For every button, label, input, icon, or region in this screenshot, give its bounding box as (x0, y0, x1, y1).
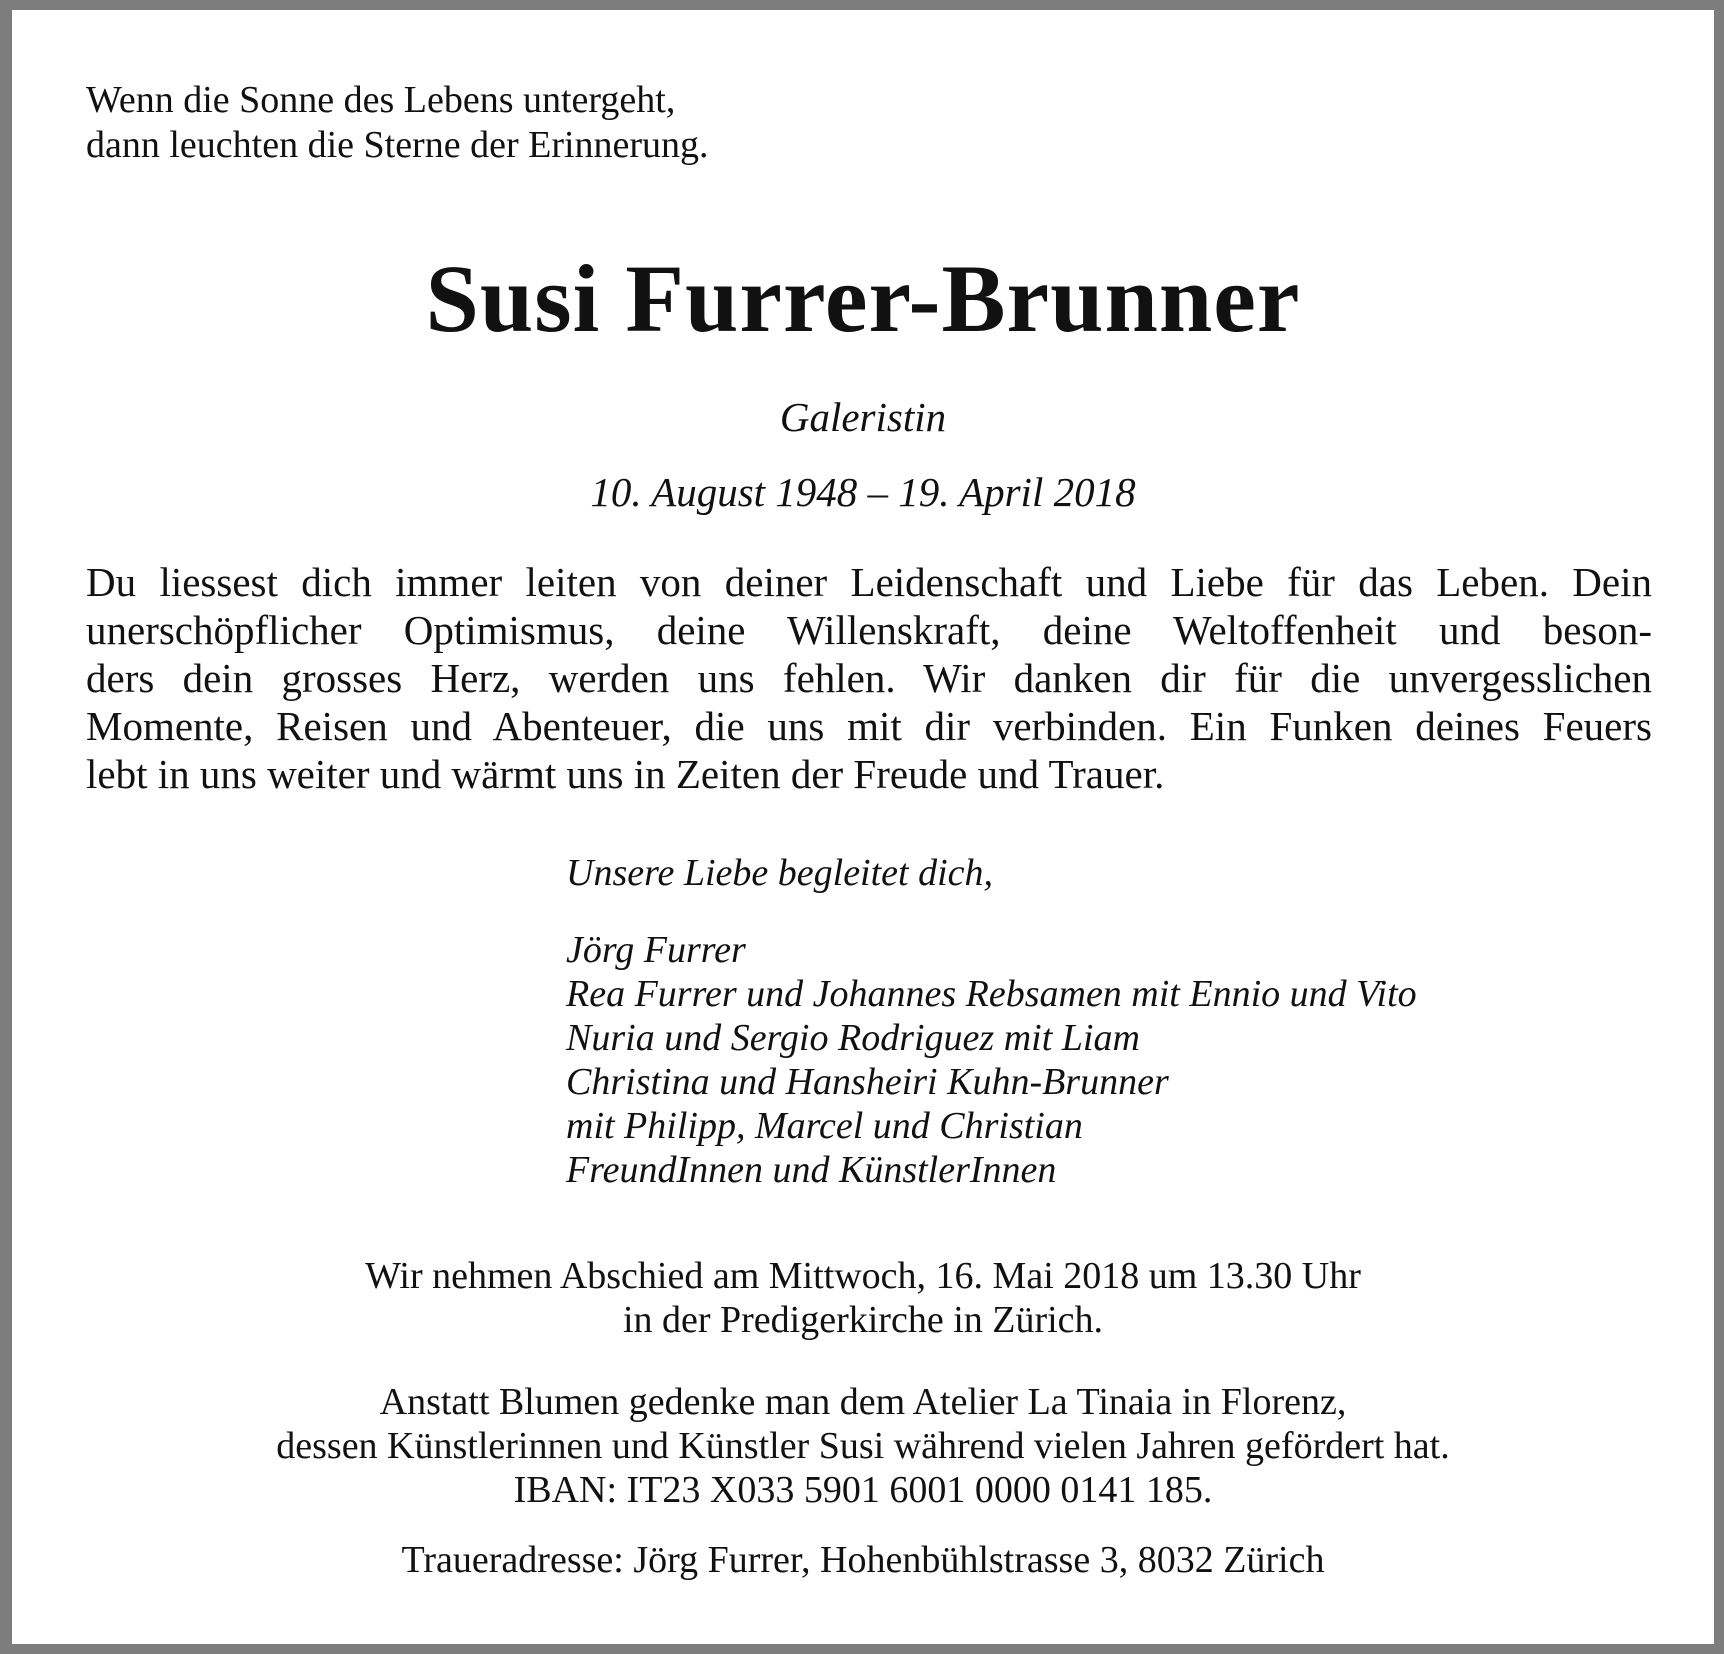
life-dates: 10. August 1948 – 19. April 2018 (590, 469, 1136, 515)
mourner-entry: Christina und Hansheiri Kuhn-Brunner (566, 1061, 1169, 1103)
tribute-line: Du liessest dich immer leiten von deiner Leidenschaft und Liebe für das Leben. Dein (86, 559, 1652, 605)
farewell-line-1: Wir nehmen Abschied am Mittwoch, 16. Mai 2018 um 13.30 Uhr (365, 1255, 1361, 1297)
mourners-list (566, 928, 1417, 1192)
donation-iban: IBAN: IT23 X033 5901 6001 0000 0141 185. (513, 1469, 1213, 1511)
mourner-entry: FreundInnen und KünstlerInnen (566, 1149, 1057, 1191)
donation-line-2: dessen Künstlerinnen und Künstler Susi während vielen Jahren gefördert hat. (276, 1425, 1450, 1467)
farewell-line-2: in der Predigerkirche in Zürich. (622, 1299, 1104, 1341)
tribute-line: unerschöpflicher Optimismus, deine Willenskraft, deine Weltoffenheit und beson- (86, 607, 1652, 653)
mourning-address (12, 1538, 1714, 1582)
mourner-entry: Rea Furrer und Johannes Rebsamen mit Ennio und Vito (566, 973, 1417, 1015)
address-line: Traueradresse: Jörg Furrer, Hohenbühlstrasse 3, 8032 Zürich (401, 1539, 1325, 1581)
deceased-name: Susi Furrer-Brunner (425, 245, 1301, 352)
tribute-paragraph (86, 558, 1652, 798)
deceased-profession: Galeristin (779, 394, 947, 440)
donation-line-1: Anstatt Blumen gedenke man dem Atelier La Tinaia in Florenz, (379, 1381, 1347, 1423)
tribute-line: Momente, Reisen und Abenteuer, die uns mit dir verbinden. Ein Funken deines Feuers (86, 703, 1652, 749)
mourner-entry: Nuria und Sergio Rodriguez mit Liam (566, 1017, 1140, 1059)
tribute-line: ders dein grosses Herz, werden uns fehlen. Wir danken dir für die unvergesslichen (86, 655, 1652, 701)
closing-phrase: Unsere Liebe begleitet dich, (566, 852, 994, 894)
motto-line-2: dann leuchten die Sterne der Erinnerung. (86, 124, 709, 166)
farewell-ceremony (12, 1254, 1714, 1342)
motto-quote (86, 78, 709, 168)
donation-notice (12, 1380, 1714, 1512)
mourner-entry: mit Philipp, Marcel und Christian (566, 1105, 1083, 1147)
motto-line-1: Wenn die Sonne des Lebens untergeht, (86, 79, 676, 121)
obituary-notice (12, 10, 1714, 1644)
mourner-entry: Jörg Furrer (566, 929, 746, 971)
tribute-line: lebt in uns weiter und wärmt uns in Zeiten der Freude und Trauer. (86, 751, 1165, 797)
